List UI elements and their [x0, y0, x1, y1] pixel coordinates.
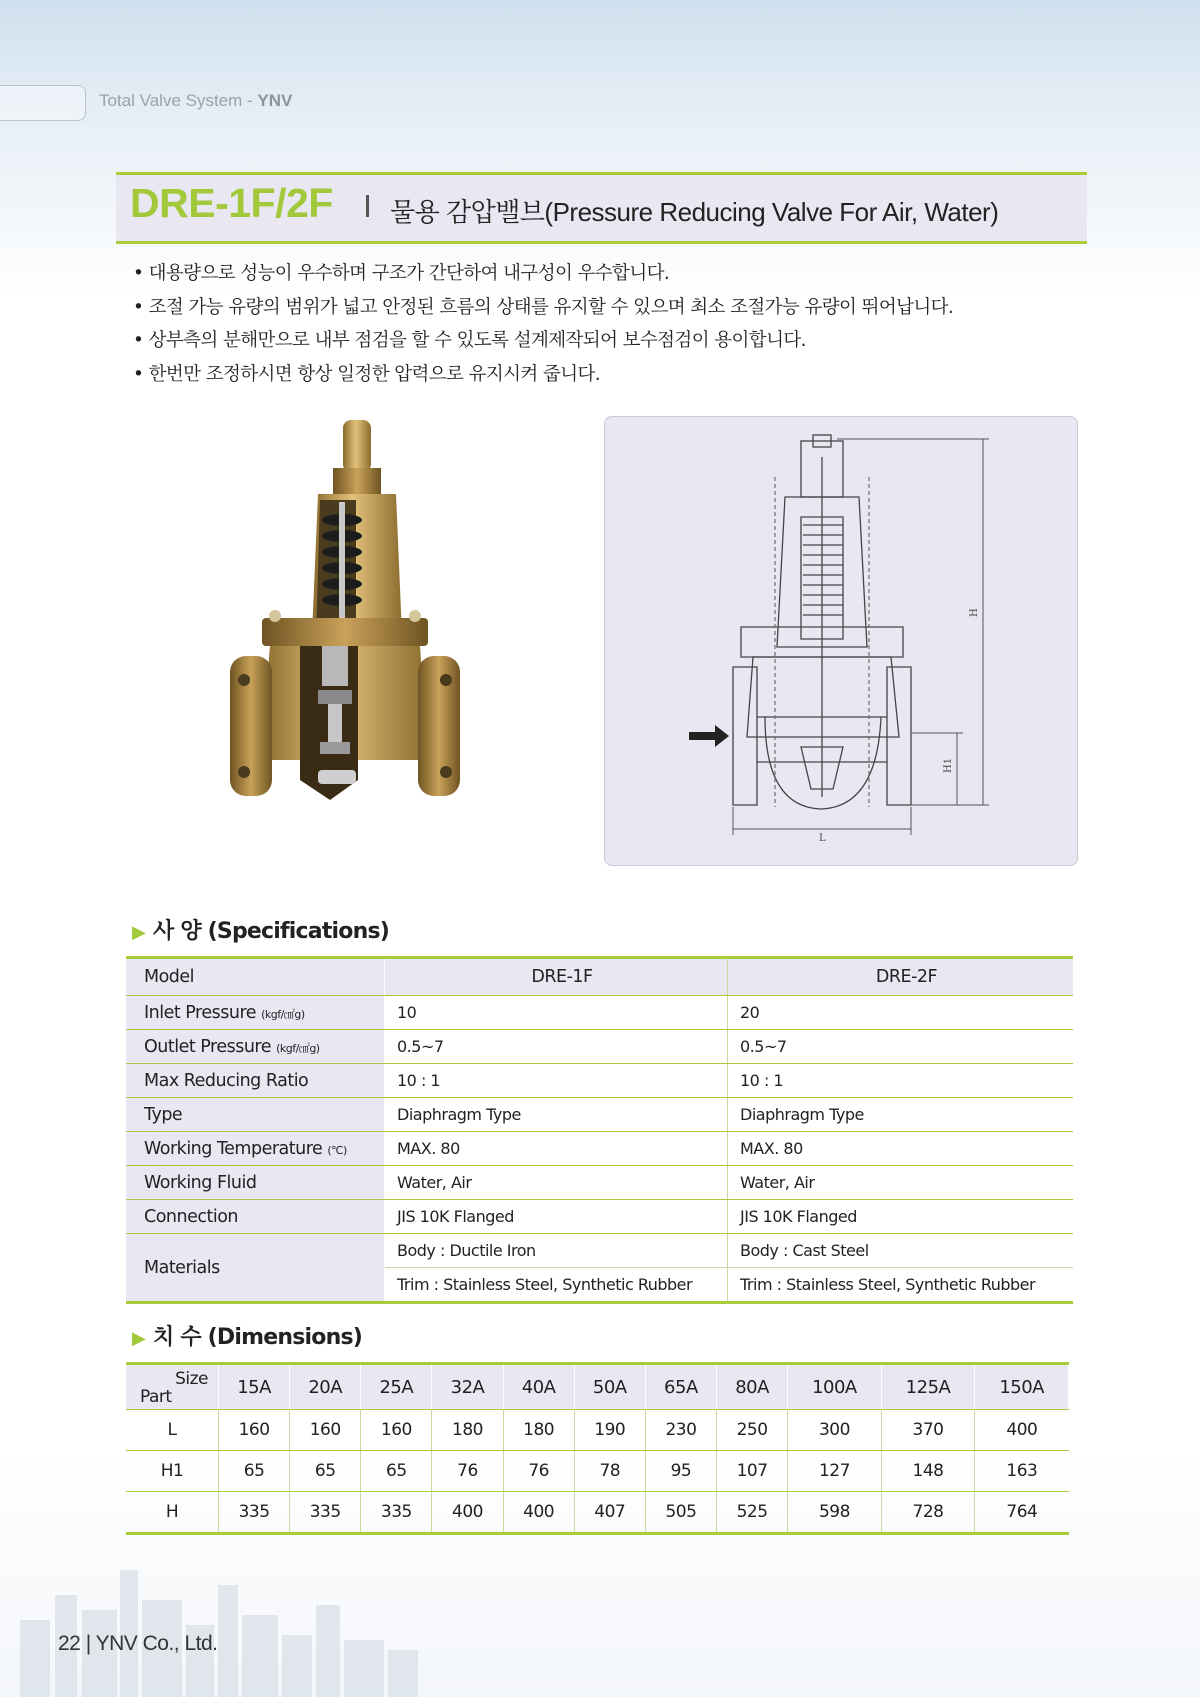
- triangle-bullet-icon: ▶: [132, 1328, 146, 1349]
- spec-value: 0.5~7: [385, 1030, 728, 1064]
- spec-label: [126, 1030, 385, 1064]
- footer-company: YNV Co., Ltd.: [95, 1632, 218, 1655]
- feature-item: • 대용량으로 성능이 우수하며 구조가 간단하여 내구성이 우수합니다.: [133, 257, 953, 291]
- spec-label-text: Working Temperature: [144, 1138, 323, 1159]
- spec-header-model: Model: [126, 958, 385, 996]
- dim-size-header: 50A: [574, 1364, 645, 1410]
- spec-unit: (kgf/㎠g): [276, 1041, 320, 1055]
- spec-label: Type: [126, 1098, 385, 1132]
- spec-unit: (℃): [327, 1143, 347, 1157]
- triangle-bullet-icon: ▶: [132, 922, 146, 943]
- spec-value: Diaphragm Type: [385, 1098, 728, 1132]
- feature-list: [133, 257, 953, 391]
- dim-value: 107: [716, 1451, 787, 1492]
- spec-row-type: [126, 1098, 1073, 1132]
- dim-value: 598: [788, 1492, 882, 1534]
- spec-header-dre1f: DRE-1F: [385, 958, 728, 996]
- dim-value: 300: [788, 1410, 882, 1451]
- dim-row-h: [126, 1492, 1069, 1534]
- spec-label: Working Fluid: [126, 1166, 385, 1200]
- header-tab: [0, 85, 86, 121]
- header-brand-name: YNV: [257, 91, 293, 110]
- spec-row-outlet-pressure: [126, 1030, 1073, 1064]
- dim-value: 148: [881, 1451, 975, 1492]
- feature-item: • 한번만 조정하시면 항상 일정한 압력으로 유지시켜 줍니다.: [133, 358, 953, 392]
- dim-value: 180: [503, 1410, 574, 1451]
- dim-value: 160: [290, 1410, 361, 1451]
- header-brand-prefix: Total Valve System -: [99, 91, 258, 110]
- spec-unit: (kgf/㎠g): [261, 1007, 305, 1021]
- dim-value: 400: [975, 1410, 1069, 1451]
- dim-part-label: Part: [140, 1387, 172, 1407]
- header-brand: [99, 91, 292, 111]
- dim-row-l: [126, 1410, 1069, 1451]
- spec-row-working-temperature: [126, 1132, 1073, 1166]
- dim-value: 335: [219, 1492, 290, 1534]
- dim-value: 163: [975, 1451, 1069, 1492]
- spec-label: Connection: [126, 1200, 385, 1234]
- dim-value: 335: [290, 1492, 361, 1534]
- spec-label-text: Inlet Pressure: [144, 1002, 257, 1023]
- dim-header-row: [126, 1364, 1069, 1410]
- dim-size-header: 65A: [645, 1364, 716, 1410]
- spec-row-materials-body: [126, 1234, 1073, 1268]
- dim-size-header: 125A: [881, 1364, 975, 1410]
- dim-size-header: 20A: [290, 1364, 361, 1410]
- spec-value: MAX. 80: [385, 1132, 728, 1166]
- dim-size-label: Size: [175, 1369, 208, 1389]
- spec-header-row: [126, 958, 1073, 996]
- dim-value: 127: [788, 1451, 882, 1492]
- specifications-table: [126, 956, 1073, 1304]
- spec-label: [126, 996, 385, 1030]
- spec-value: Water, Air: [385, 1166, 728, 1200]
- dim-value: 764: [975, 1492, 1069, 1534]
- valve-dimension-diagram: [605, 417, 1077, 865]
- dim-value: 76: [503, 1451, 574, 1492]
- spec-value: 20: [728, 996, 1074, 1030]
- city-skyline-decoration: [0, 1540, 520, 1697]
- spec-row-working-fluid: [126, 1166, 1073, 1200]
- dim-size-header: 40A: [503, 1364, 574, 1410]
- dim-value: 78: [574, 1451, 645, 1492]
- dim-value: 407: [574, 1492, 645, 1534]
- dim-value: 160: [219, 1410, 290, 1451]
- dim-value: 76: [432, 1451, 503, 1492]
- spec-value: 10 : 1: [385, 1064, 728, 1098]
- spec-label: [126, 1132, 385, 1166]
- specifications-heading: [132, 914, 389, 945]
- spec-value: 0.5~7: [728, 1030, 1074, 1064]
- dim-value: 250: [716, 1410, 787, 1451]
- dim-value: 230: [645, 1410, 716, 1451]
- dim-size-header: 32A: [432, 1364, 503, 1410]
- spec-row-max-reducing-ratio: [126, 1064, 1073, 1098]
- page-number: 22: [58, 1632, 81, 1655]
- feature-item: • 상부측의 분해만으로 내부 점검을 할 수 있도록 설계제작되어 보수점검이 용이합니다.: [133, 324, 953, 358]
- feature-item: • 조절 가능 유량의 범위가 넓고 안정된 흐름의 상태를 유지할 수 있으며 최소 조절가능 유량이 뛰어납니다.: [133, 291, 953, 325]
- dim-corner-cell: [126, 1364, 219, 1410]
- spec-value: JIS 10K Flanged: [385, 1200, 728, 1234]
- dim-size-header: 150A: [975, 1364, 1069, 1410]
- page-footer: 22 | YNV Co., Ltd.: [58, 1632, 218, 1655]
- spec-row-inlet-pressure: [126, 996, 1073, 1030]
- spec-value: MAX. 80: [728, 1132, 1074, 1166]
- dim-value: 65: [361, 1451, 432, 1492]
- spec-value-body: Body : Cast Steel: [728, 1234, 1074, 1268]
- spec-value: JIS 10K Flanged: [728, 1200, 1074, 1234]
- dimensions-heading-text: 치 수 (Dimensions): [153, 1325, 362, 1350]
- title-separator: [366, 195, 369, 217]
- valve-cutaway-photo: [230, 420, 460, 850]
- dim-value: 190: [574, 1410, 645, 1451]
- dimension-diagram-panel: [604, 416, 1078, 866]
- diagram-label-l: L: [819, 833, 826, 844]
- dim-value: 400: [503, 1492, 574, 1534]
- dim-value: 65: [290, 1451, 361, 1492]
- dim-value: 335: [361, 1492, 432, 1534]
- spec-label: Max Reducing Ratio: [126, 1064, 385, 1098]
- dim-value: 95: [645, 1451, 716, 1492]
- spec-value-body: Body : Ductile Iron: [385, 1234, 728, 1268]
- dim-value: 400: [432, 1492, 503, 1534]
- dim-value: 505: [645, 1492, 716, 1534]
- dim-value: 728: [881, 1492, 975, 1534]
- product-description: 물용 감압밸브(Pressure Reducing Valve For Air, Water): [390, 197, 999, 227]
- spec-value: Water, Air: [728, 1166, 1074, 1200]
- spec-value: Diaphragm Type: [728, 1098, 1074, 1132]
- dim-value: 180: [432, 1410, 503, 1451]
- spec-value: 10: [385, 996, 728, 1030]
- dimensions-heading: [132, 1320, 362, 1351]
- diagram-label-h: H: [969, 608, 980, 617]
- dim-value: 525: [716, 1492, 787, 1534]
- dim-size-header: 25A: [361, 1364, 432, 1410]
- spec-header-dre2f: DRE-2F: [728, 958, 1074, 996]
- dimensions-table: [126, 1362, 1069, 1535]
- diagram-label-h1: H1: [943, 757, 954, 773]
- spec-value-trim: Trim : Stainless Steel, Synthetic Rubber: [728, 1268, 1074, 1303]
- spec-value-trim: Trim : Stainless Steel, Synthetic Rubber: [385, 1268, 728, 1303]
- dim-size-header: 80A: [716, 1364, 787, 1410]
- spec-label-text: Outlet Pressure: [144, 1036, 272, 1057]
- spec-row-connection: [126, 1200, 1073, 1234]
- dim-row-h1: [126, 1451, 1069, 1492]
- dim-part: H1: [126, 1451, 219, 1492]
- dim-part: L: [126, 1410, 219, 1451]
- dim-size-header: 15A: [219, 1364, 290, 1410]
- spec-label-materials: Materials: [126, 1234, 385, 1303]
- dim-value: 370: [881, 1410, 975, 1451]
- spec-value: 10 : 1: [728, 1064, 1074, 1098]
- specifications-heading-text: 사 양 (Specifications): [153, 919, 390, 944]
- dim-size-header: 100A: [788, 1364, 882, 1410]
- dim-value: 160: [361, 1410, 432, 1451]
- product-model: DRE-1F/2F: [130, 180, 333, 226]
- dim-part: H: [126, 1492, 219, 1534]
- dim-value: 65: [219, 1451, 290, 1492]
